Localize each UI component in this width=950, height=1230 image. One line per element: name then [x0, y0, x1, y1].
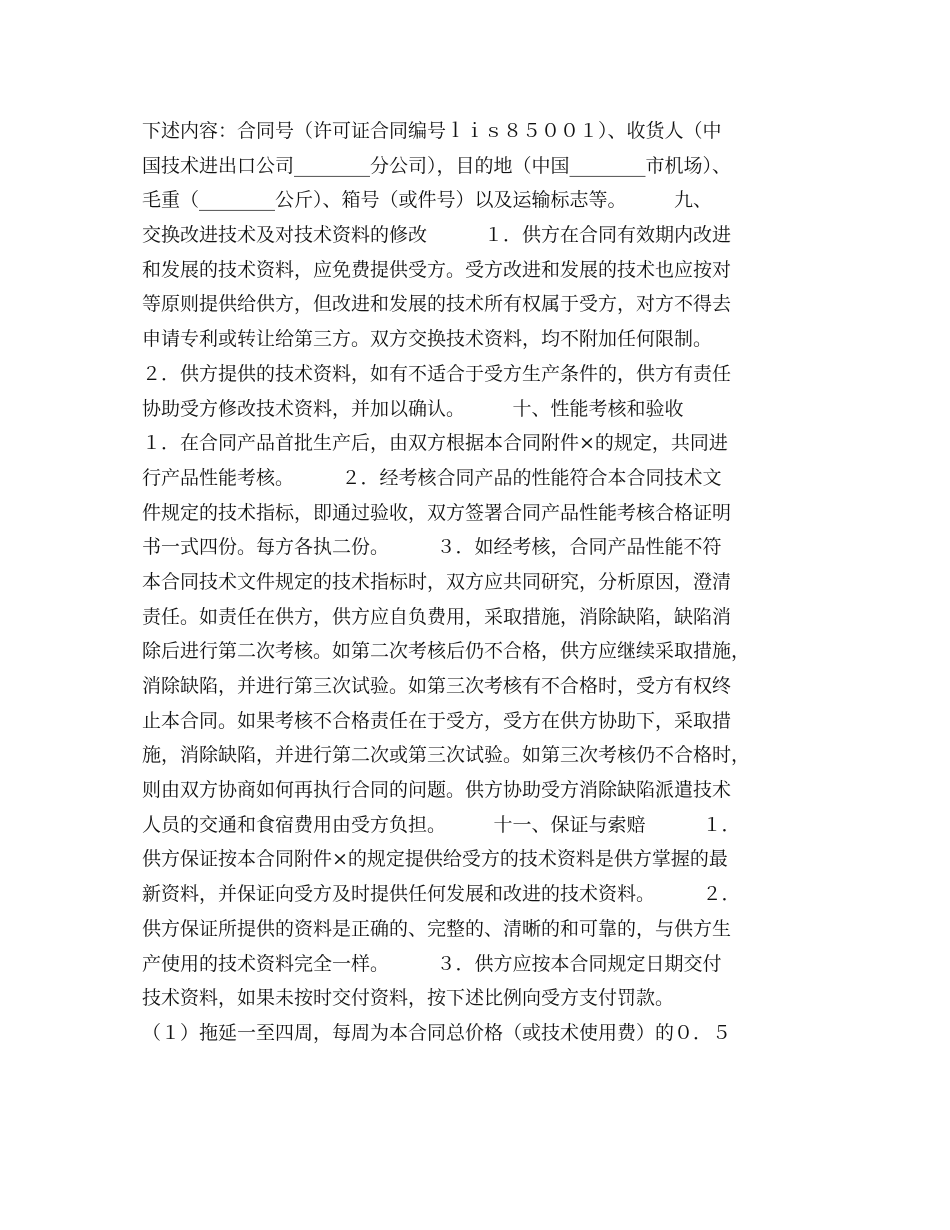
text-line: 消除缺陷，并进行第三次试验。如第三次考核有不合格时，受方有权终	[142, 675, 732, 697]
contract-body-text	[142, 114, 842, 1051]
text-line: 毛重（________公斤）、箱号（或件号）以及运输标志等。 九、	[142, 189, 713, 212]
text-line: 新资料，并保证向受方及时提供任何发展和改进的技术资料。 ２．	[142, 883, 741, 906]
text-line: 施，消除缺陷，并进行第二次或第三次试验。如第三次考核仍不合格时，	[142, 744, 751, 767]
text-line: 申请专利或转让给第三方。双方交换技术资料，均不附加任何限制。	[142, 328, 713, 351]
text-line: 协助受方修改技术资料，并加以确认。 十、性能考核和验收	[142, 397, 684, 420]
text-line: 行产品性能考核。 ２．经考核合同产品的性能符合本合同技术文	[142, 466, 722, 489]
text-line: 则由双方协商如何再执行合同的问题。供方协助受方消除缺陷派遣技术	[142, 779, 732, 802]
text-line: １．在合同产品首批生产后，由双方根据本合同附件×的规定，共同进	[142, 432, 728, 455]
text-line: 书一式四份。每方各执二份。 ３．如经考核，合同产品性能不符	[142, 536, 722, 559]
text-line: 等原则提供给供方，但改进和发展的技术所有权属于受方，对方不得去	[142, 293, 732, 316]
text-line: 技术资料，如果未按时交付资料，按下述比例向受方支付罚款。	[142, 987, 675, 1010]
text-line: 人员的交通和食宿费用由受方负担。 十一、保证与索赔 １．	[142, 813, 741, 836]
text-line: 和发展的技术资料，应免费提供受方。受方改进和发展的技术也应按对	[142, 258, 732, 281]
text-line: 除后进行第二次考核。如第二次考核后仍不合格，供方应继续采取措施，	[142, 640, 751, 663]
text-line: 供方保证按本合同附件×的规定提供给受方的技术资料是供方掌握的最	[142, 848, 728, 871]
text-line: 件规定的技术指标，即通过验收，双方签署合同产品性能考核合格证明	[142, 501, 732, 524]
text-line: ２．供方提供的技术资料，如有不适合于受方生产条件的，供方有责任	[142, 362, 732, 385]
text-line: 交换改进技术及对技术资料的修改 １．供方在合同有效期内改进	[142, 224, 732, 247]
text-line: 责任。如责任在供方，供方应自负费用，采取措施，消除缺陷，缺陷消	[142, 605, 732, 628]
text-line: 国技术进出口公司________分公司），目的地（中国________市机场）、	[142, 154, 732, 177]
text-line: 止本合同。如果考核不合格责任在于受方，受方在供方协助下，采取措	[142, 709, 732, 732]
text-line: 供方保证所提供的资料是正确的、完整的、清晰的和可靠的，与供方生	[142, 917, 732, 940]
text-line: 下述内容：合同号（许可证合同编号ｌｉｓ８５００１）、收货人（中	[142, 120, 722, 142]
text-line: 本合同技术文件规定的技术指标时，双方应共同研究，分析原因，澄清	[142, 570, 732, 593]
text-line: （１）拖延一至四周，每周为本合同总价格（或技术使用费）的０．５	[142, 1021, 732, 1044]
text-line: 产使用的技术资料完全一样。 ３．供方应按本合同规定日期交付	[142, 952, 722, 975]
